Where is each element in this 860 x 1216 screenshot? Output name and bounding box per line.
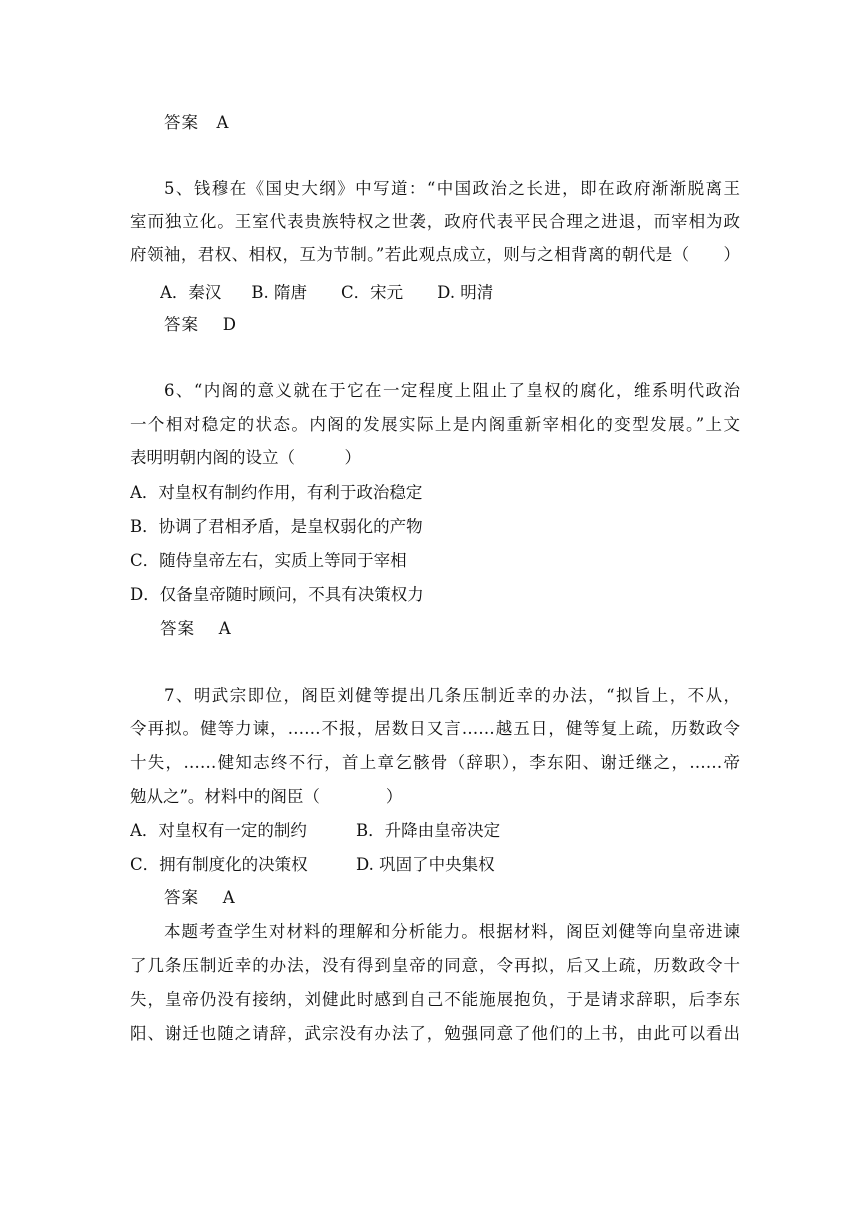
- answer-q6: 答案 A: [160, 619, 232, 638]
- q5-line-2: 室而独立化。王室代表贵族特权之世袭，政府代表平民合理之进退，而宰相为政: [130, 212, 740, 231]
- q6-line-1: 6、“内阁的意义就在于它在一定程度上阻止了皇权的腐化，维系明代政治: [164, 381, 740, 400]
- q5-line-1: 5、钱穆在《国史大纲》中写道：“中国政治之长进，即在政府渐渐脱离王: [164, 179, 740, 198]
- q5-options: [160, 282, 740, 304]
- q6-option-b: B．协调了君相矛盾，是皇权弱化的产物: [130, 517, 423, 536]
- q7-options-row-1: [130, 820, 740, 842]
- q6-line-3: 表明明朝内阁的设立（ ）: [130, 448, 361, 467]
- q7-line-2: 令再拟。健等力谏，……不报，居数日又言……越五日，健等复上疏，历数政令: [130, 719, 740, 738]
- q7-option-c: C．拥有制度化的决策权: [130, 855, 308, 874]
- q6-option-c: C．随侍皇帝左右，实质上等同于宰相: [130, 551, 407, 570]
- q7-options-row-2: [130, 854, 740, 876]
- q7-line-3: 十失，……健知志终不行，首上章乞骸骨（辞职），李东阳、谢迁继之，……帝: [130, 753, 740, 772]
- q5-option-b: B. 隋唐: [251, 283, 308, 302]
- explanation-line-2: 了几条压制近幸的办法，没有得到皇帝的同意，令再拟，后又上疏，历数政令十: [130, 956, 740, 975]
- answer-q7: 答案 A: [164, 888, 236, 907]
- explanation-line-4: 阳、谢迁也随之请辞，武宗没有办法了，勉强同意了他们的上书，由此可以看出: [130, 1024, 740, 1043]
- answer-q4: 答案 A: [164, 113, 230, 132]
- explanation-line-1: 本题考查学生对材料的理解和分析能力。根据材料，阁臣刘健等向皇帝进谏: [164, 922, 740, 941]
- q5-option-d: D. 明清: [437, 283, 494, 302]
- q7-line-4: 勉从之”。材料中的阁臣（ ）: [130, 787, 403, 806]
- q6-option-d: D．仅备皇帝随时顾问，不具有决策权力: [130, 585, 424, 604]
- q5-option-c: C．宋元: [341, 283, 404, 302]
- q7-option-b: B．升降由皇帝决定: [356, 821, 501, 840]
- answer-q5: 答案 D: [164, 315, 237, 334]
- q5-option-a: A．秦汉: [160, 283, 222, 302]
- q6-option-a: A．对皇权有制约作用，有利于政治稳定: [130, 483, 423, 502]
- q7-line-1: 7、明武宗即位，阁臣刘健等提出几条压制近幸的办法，“拟旨上，不从，: [164, 686, 740, 705]
- q5-line-3: 府领袖，君权、相权，互为节制。”若此观点成立，则与之相背离的朝代是（ ）: [130, 245, 740, 264]
- explanation-line-3: 失，皇帝仍没有接纳，刘健此时感到自己不能施展抱负，于是请求辞职，后李东: [130, 990, 740, 1009]
- q7-option-d: D. 巩固了中央集权: [356, 855, 495, 874]
- q6-line-2: 一个相对稳定的状态。内阁的发展实际上是内阁重新宰相化的变型发展。”上文: [130, 415, 740, 434]
- q7-option-a: A．对皇权有一定的制约: [130, 821, 307, 840]
